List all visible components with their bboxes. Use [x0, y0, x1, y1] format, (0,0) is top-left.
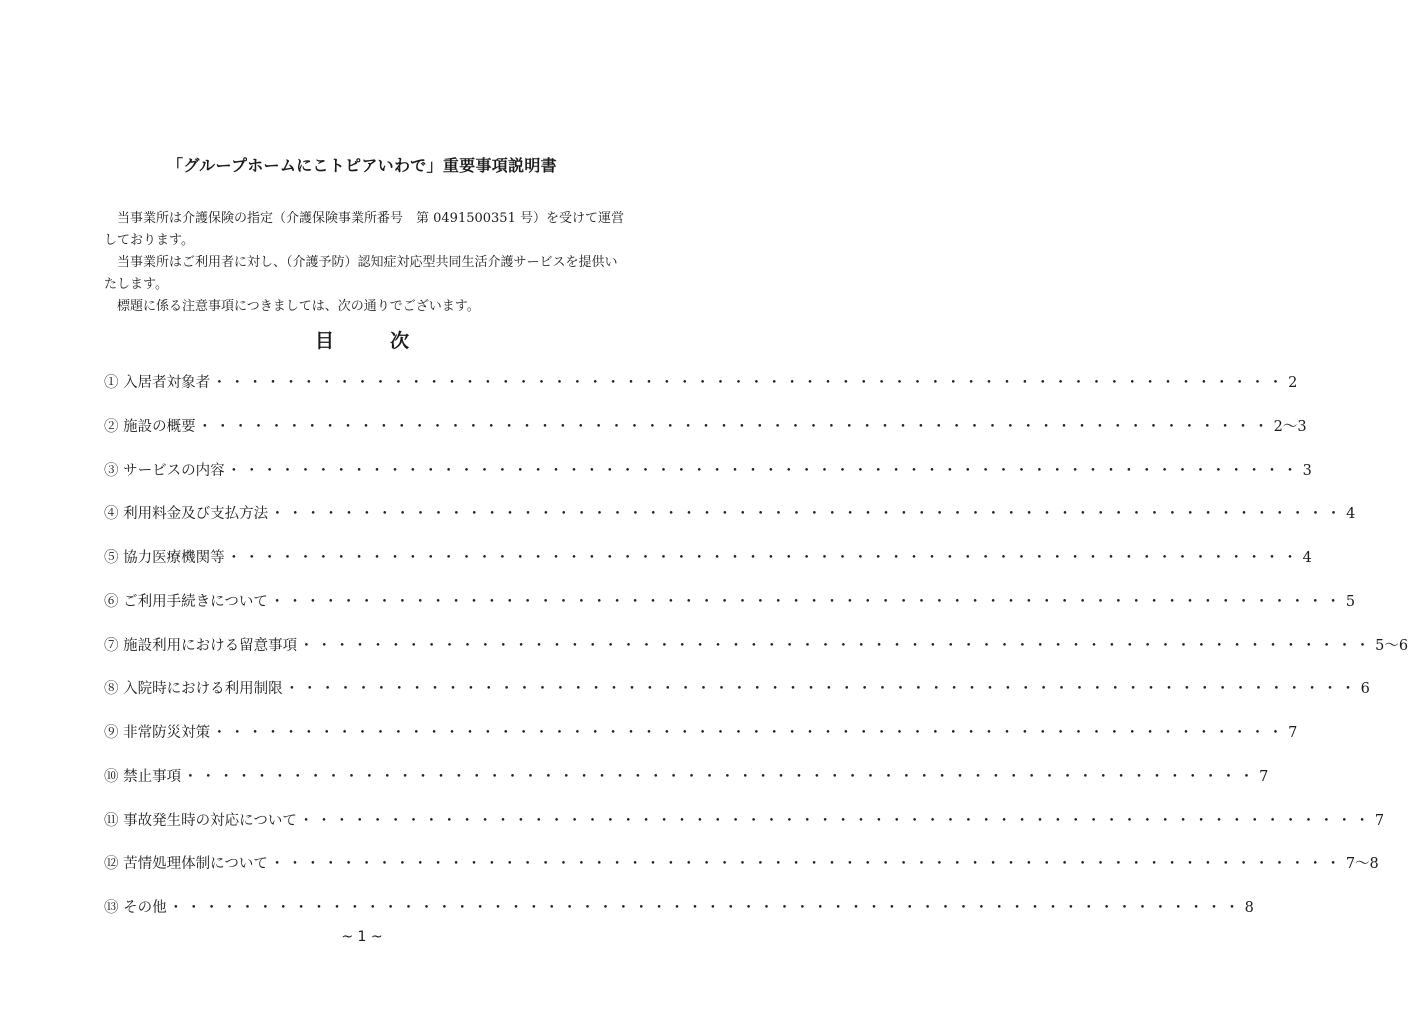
toc-leader-dots: ・・・・・・・・・・・・・・・・・・・・・・・・・・・・・・・・・・・・・・・・・・・・・・・・・・・・・・・・・・・・: [284, 681, 1359, 698]
toc-entry-page: 8: [1244, 900, 1254, 916]
toc-leader-dots: ・・・・・・・・・・・・・・・・・・・・・・・・・・・・・・・・・・・・・・・・・・・・・・・・・・・・・・・・・・・・: [226, 462, 1301, 479]
toc-entry: [104, 502, 1356, 546]
toc-entry-page: 5: [1345, 593, 1356, 610]
toc-entry-label: ⑫ 苦情処理体制について: [104, 856, 268, 873]
toc-entry: [104, 546, 1312, 590]
table-of-contents: [104, 371, 1408, 940]
toc-leader-dots: ・・・・・・・・・・・・・・・・・・・・・・・・・・・・・・・・・・・・・・・・・・・・・・・・・・・・・・・・・・・・: [298, 812, 1373, 829]
toc-entry-label: ⑩ 禁止事項: [104, 768, 182, 785]
toc-entry: [104, 371, 1298, 415]
toc-entry: [104, 459, 1312, 503]
toc-entry: [104, 634, 1408, 678]
toc-entry-label: ② 施設の概要: [104, 418, 196, 435]
toc-leader-dots: ・・・・・・・・・・・・・・・・・・・・・・・・・・・・・・・・・・・・・・・・・・・・・・・・・・・・・・・・・・・・: [269, 856, 1344, 873]
toc-entry: [104, 415, 1307, 459]
toc-entry-label: ⑦ 施設利用における留意事項: [104, 637, 298, 654]
toc-entry-label: ① 入居者対象者: [104, 375, 211, 391]
toc-leader-dots: ・・・・・・・・・・・・・・・・・・・・・・・・・・・・・・・・・・・・・・・・・・・・・・・・・・・・・・・・・・・・: [299, 637, 1374, 654]
toc-entry-label: ③ サービスの内容: [104, 462, 225, 479]
toc-entry-page: 7: [1288, 725, 1298, 741]
toc-entry-page: 4: [1302, 550, 1312, 566]
toc-leader-dots: ・・・・・・・・・・・・・・・・・・・・・・・・・・・・・・・・・・・・・・・・・・・・・・・・・・・・・・・・・・・・: [212, 725, 1287, 741]
toc-entry-label: ⑧ 入院時における利用制限: [104, 681, 283, 698]
toc-entry-label: ⑪ 事故発生時の対応について: [104, 812, 297, 829]
toc-leader-dots: ・・・・・・・・・・・・・・・・・・・・・・・・・・・・・・・・・・・・・・・・・・・・・・・・・・・・・・・・・・・・: [212, 375, 1287, 391]
toc-entry-page: 7～8: [1345, 856, 1379, 873]
toc-entry-page: 4: [1346, 506, 1356, 523]
intro-paragraph: 当事業所はご利用者に対し、（介護予防）認知症対応型共同生活介護サービスを提供いたします。: [104, 255, 618, 292]
intro-paragraph: 当事業所は介護保険の指定（介護保険事業所番号 第 0491500351 号）を受けて運営しております。: [104, 211, 624, 248]
toc-entry-label: ⑨ 非常防災対策: [104, 725, 211, 741]
toc-leader-dots: ・・・・・・・・・・・・・・・・・・・・・・・・・・・・・・・・・・・・・・・・・・・・・・・・・・・・・・・・・・・・: [197, 418, 1272, 435]
intro-paragraph: 標題に係る注意事項につきましては、次の通りでございます。: [104, 299, 480, 314]
toc-entry: [104, 721, 1298, 765]
toc-heading: [0, 326, 724, 353]
toc-entry: [104, 809, 1385, 853]
toc-entry-label: ④ 利用料金及び支払方法: [104, 506, 269, 523]
toc-entry-page: 7: [1259, 768, 1269, 785]
toc-entry-page: 7: [1374, 812, 1385, 829]
toc-entry-page: 2: [1288, 375, 1298, 391]
toc-entry-label: ⑥ ご利用手続きについて: [104, 593, 268, 610]
toc-leader-dots: ・・・・・・・・・・・・・・・・・・・・・・・・・・・・・・・・・・・・・・・・・・・・・・・・・・・・・・・・・・・・: [183, 768, 1258, 785]
toc-entry-page: 6: [1360, 681, 1370, 698]
toc-entry-page: 3: [1302, 462, 1312, 479]
toc-entry-page: 2～3: [1273, 418, 1307, 435]
toc-entry: [104, 677, 1370, 721]
toc-entry-page: 5～6: [1375, 637, 1408, 654]
toc-heading-char: 目: [314, 330, 334, 352]
toc-leader-dots: ・・・・・・・・・・・・・・・・・・・・・・・・・・・・・・・・・・・・・・・・・・・・・・・・・・・・・・・・・・・・: [269, 593, 1344, 610]
toc-entry: [104, 590, 1356, 634]
page-number: ~ 1 ~: [341, 929, 383, 945]
toc-leader-dots: ・・・・・・・・・・・・・・・・・・・・・・・・・・・・・・・・・・・・・・・・・・・・・・・・・・・・・・・・・・・・: [168, 900, 1243, 916]
toc-leader-dots: ・・・・・・・・・・・・・・・・・・・・・・・・・・・・・・・・・・・・・・・・・・・・・・・・・・・・・・・・・・・・: [270, 506, 1345, 523]
document-title: 「グループホームにこトピアいわで」重要事項説明書: [167, 156, 557, 175]
toc-entry-label: ⑤ 協力医療機関等: [104, 550, 225, 566]
toc-heading-char: 次: [390, 330, 410, 352]
toc-leader-dots: ・・・・・・・・・・・・・・・・・・・・・・・・・・・・・・・・・・・・・・・・・・・・・・・・・・・・・・・・・・・・: [226, 550, 1301, 566]
toc-entry: [104, 765, 1269, 809]
toc-entry: [104, 852, 1379, 896]
toc-entry-label: ⑬ その他: [104, 900, 167, 916]
intro-section: [104, 208, 624, 318]
